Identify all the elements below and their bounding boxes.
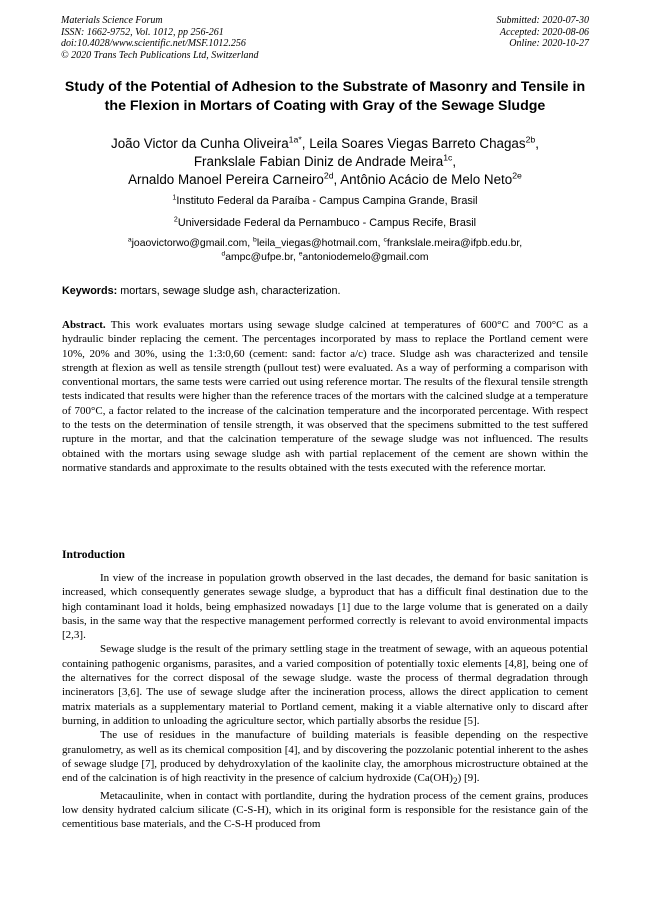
affiliation-marker: 2 <box>173 216 178 224</box>
email-address: leila_viegas@hotmail.com <box>256 238 378 249</box>
abstract-text: This work evaluates mortars using sewage sludge calcined at temperatures of 600°C and 700°C as a hydraulic binder replacing the cement. The percentages incorporated by mass to replace the Portland cement were 10%, 20% and 30%, using the 1:3:0,60 (cement: sand: factor a/c) trace. Sludge ash was characterized and tensile strength at flexion as well as tensile strength (pullout test) were evaluated. As a way of performing a comparison with conventional mortars, the same tests were carried out using reference mortar. The results of the flexural tensile strength tests indicated that results were higher than the reference traces of the mortars with the calcined sludge at a temperature of 700°C, a factor related to the increase of the calcination temperature and the incorporated percentage. With respect to the tests on the determination of tensile strength, it was observed that the specimens submitted to the test suffered rupture in the mortar, and that the calcination temperature of the sewage sludge was not influenced. The results obtained with the mortars using sewage sludge ash with partial replacement of the cement are shown within the normative standards and approximate to the results obtained with the tests executed with the reference mortar. <box>62 319 589 474</box>
journal-info <box>61 15 259 61</box>
paragraph-text: ) [9]. <box>457 772 480 785</box>
email-marker: b <box>253 236 257 244</box>
paragraph: Metacaulinite, when in contact with portlandite, during the hydration process of the cement grains, produces low density hydrated calcium silicate (C-S-H), which in its original form is responsible for the resistance gain of the cementitious base materials, and the C-S-H produced from <box>62 789 588 831</box>
publication-dates <box>497 15 590 50</box>
paragraph <box>62 728 588 788</box>
email-separator: , <box>292 251 299 263</box>
email-marker: e <box>298 250 303 258</box>
author-separator: , <box>301 136 310 151</box>
section-heading-introduction: Introduction <box>62 548 125 561</box>
abstract-label: Abstract. <box>62 319 106 331</box>
affiliation-text: Instituto Federal da Paraíba - Campus Campina Grande, Brasil <box>176 195 478 207</box>
email-line <box>60 237 590 251</box>
author-marker: 1c <box>443 152 453 163</box>
journal-issn: ISSN: 1662-9752, Vol. 1012, pp 256-261 <box>61 26 224 38</box>
email-address: ampc@ufpe.br <box>225 251 293 263</box>
subscript: 2 <box>452 776 458 787</box>
paragraph: In view of the increase in population growth observed in the last decades, the demand for basic sanitation is increased, which consequently generates sewage sludge, a byproduct that has a difficult final destination due to the high contaminant load it holds, being emphasized nowadays [1] due to the large volume that is generated on a daily basis, in the same way that the respective management performed correctly is relevant to avoid environmental impacts [2,3]. <box>62 572 588 642</box>
author-line <box>55 171 595 189</box>
paragraph-text: The use of residues in the manufacture of building materials is feasible depending on the respective granulometry, as well as its chemical composition [4], and by discovering the pozzolanic potential inherent to the ashes of sewage sludge [7], produced by dehydroxylation of the kaolinite clay, the amorphous microstructure obtained at the end of the calcination is of high reactivity in the presence of calcium hydroxide (Ca(OH) <box>62 729 588 785</box>
abstract <box>62 318 588 475</box>
paragraph: Sewage sludge is the result of the primary settling stage in the treatment of sewage, with an aqueous potential containing pathogenic organisms, parasites, and a varied composition of potentially toxic elements [4,8], being one of the alternatives for the correct disposal of the sewage sludge. waste the process of thermal degradation through incinerators [3,6]. The use of sewage sludge after the incineration process, allows the direct application to cement matrix materials as a supplementary material to Portland cement, making it a viable alternative only to discard after burning, in addition to unloading the agriculture sector, which partially absorbs the residue [5]. <box>62 643 588 727</box>
author-separator: , <box>452 153 457 169</box>
affiliation-1 <box>62 194 588 208</box>
introduction-body <box>62 571 588 832</box>
affiliation-2 <box>62 216 588 230</box>
author-emails <box>60 237 590 264</box>
email-marker: d <box>221 250 226 258</box>
author-marker: 2d <box>323 170 334 181</box>
author-marker: 2e <box>512 170 522 181</box>
email-line <box>60 251 590 265</box>
submitted-date: Submitted: 2020-07-30 <box>496 15 589 26</box>
author-list <box>55 135 595 188</box>
email-address: joaovictorwo@gmail.com <box>131 238 248 249</box>
author-name: Arnaldo Manoel Pereira Carneiro <box>128 171 324 187</box>
author-line <box>55 135 595 153</box>
journal-name: Materials Science Forum <box>61 15 163 26</box>
email-address: frankslale.meira@ifpb.edu.br, <box>386 238 523 249</box>
author-marker: 2b <box>525 134 536 145</box>
author-name: Leila Soares Viegas Barreto Chagas <box>309 136 526 151</box>
author-name: Frankslale Fabian Diniz de Andrade Meira <box>193 153 444 169</box>
keywords-label: Keywords: <box>62 285 118 297</box>
email-marker: c <box>383 236 387 244</box>
author-line <box>55 153 595 171</box>
author-name: Antônio Acácio de Melo Neto <box>340 171 513 187</box>
author-name: João Victor da Cunha Oliveira <box>111 136 289 151</box>
email-separator: , <box>377 238 384 249</box>
email-marker: a <box>127 236 132 244</box>
author-separator: , <box>333 171 341 187</box>
keywords-text: mortars, sewage sludge ash, characterization. <box>120 285 341 297</box>
email-separator: , <box>247 238 254 249</box>
accepted-date: Accepted: 2020-08-06 <box>499 26 589 38</box>
email-address: antoniodemelo@gmail.com <box>302 251 429 263</box>
author-marker: 1a* <box>288 134 302 145</box>
author-separator: , <box>535 136 539 151</box>
affiliation-text: Universidade Federal da Pernambuco - Campus Recife, Brasil <box>177 217 477 229</box>
journal-copyright: © 2020 Trans Tech Publications Ltd, Switzerland <box>61 49 259 61</box>
online-date: Online: 2020-10-27 <box>509 38 589 50</box>
affiliation-marker: 1 <box>172 194 177 202</box>
journal-doi: doi:10.4028/www.scientific.net/MSF.1012.256 <box>61 38 246 50</box>
keywords <box>62 285 588 298</box>
paper-title: Study of the Potential of Adhesion to the Substrate of Masonry and Tensile in the Flexion in Mortars of Coating with Gray of the Sewage Sludge <box>64 79 586 114</box>
